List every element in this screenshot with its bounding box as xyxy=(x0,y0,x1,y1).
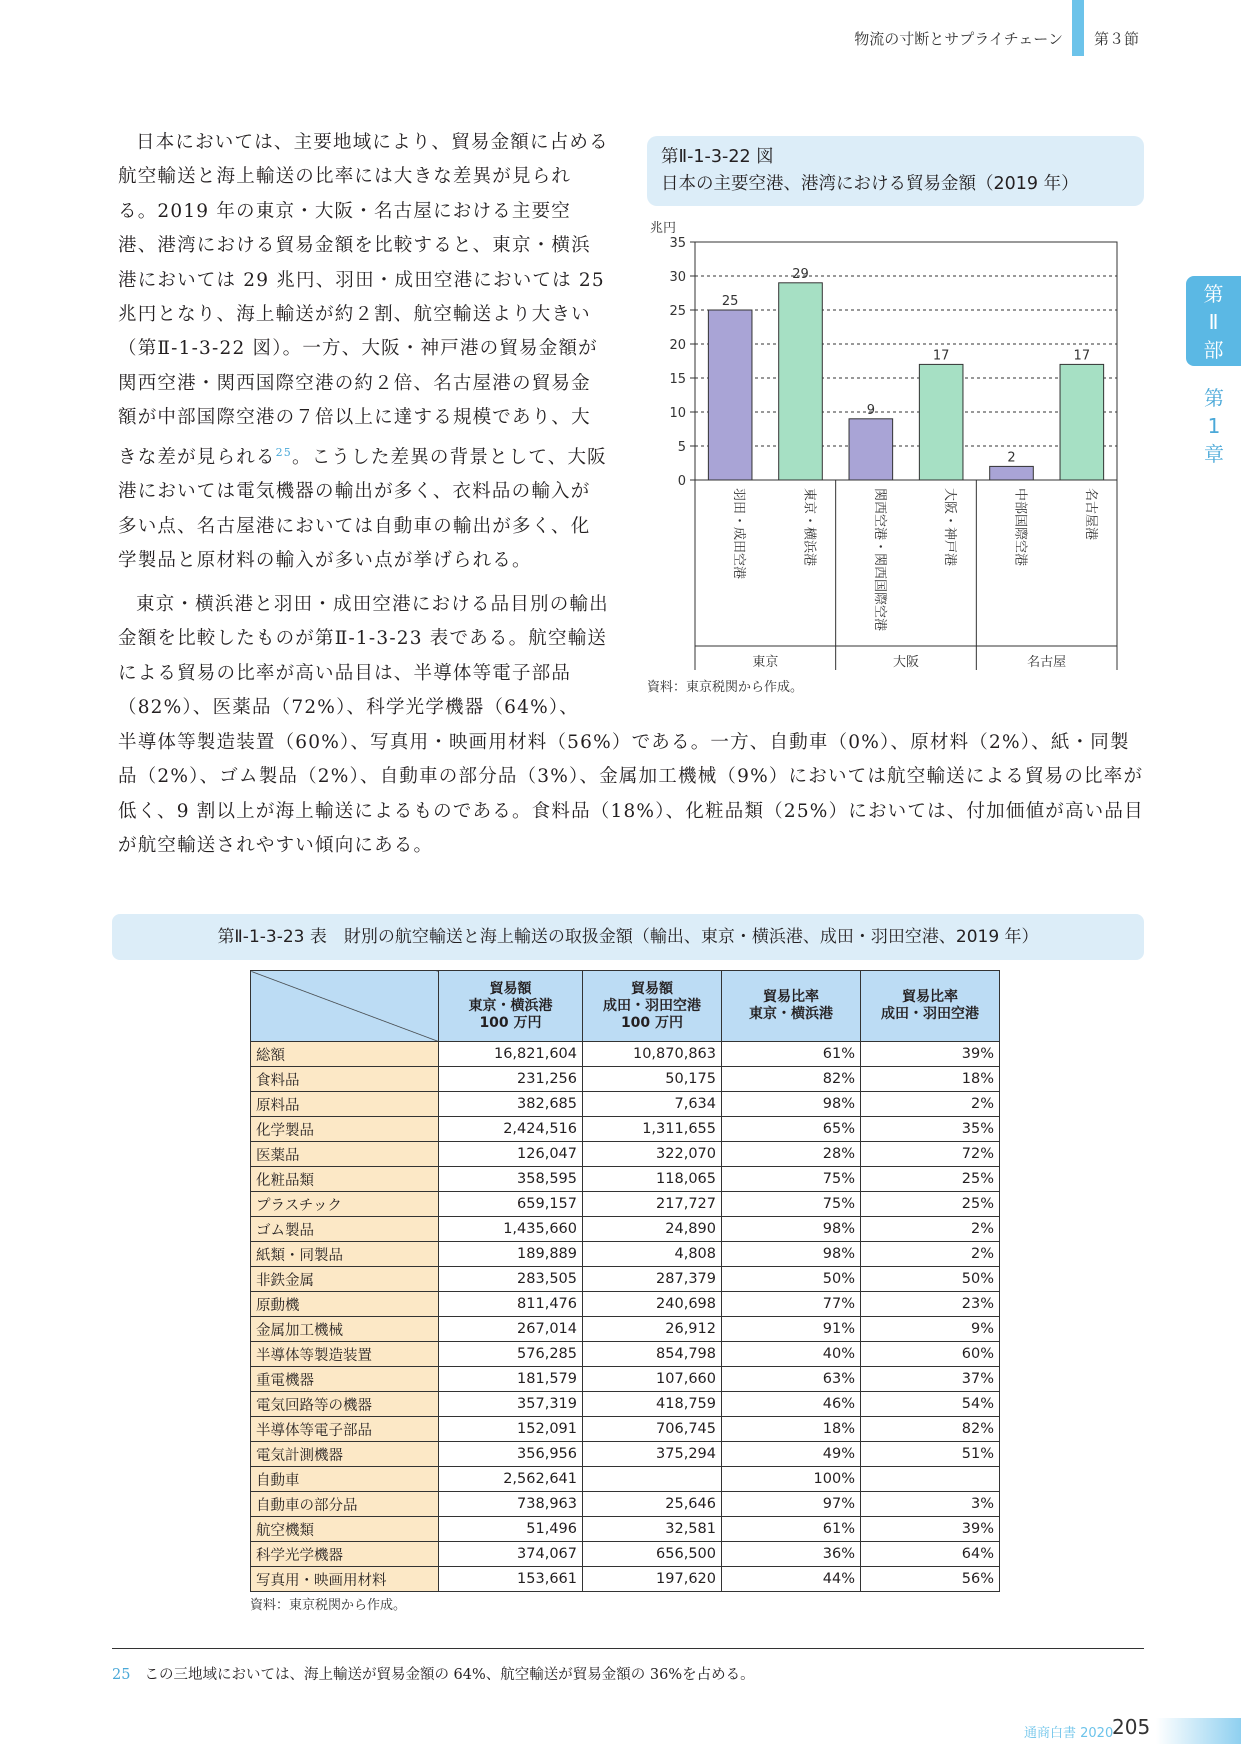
table-source: 資料：東京税関から作成。 xyxy=(250,1598,407,1613)
header-trade-ratio-narita xyxy=(861,971,1000,1042)
row-label-cell: 半導体等製造装置 xyxy=(251,1342,439,1367)
value-cell: 197,620 xyxy=(583,1567,722,1592)
value-cell: 51% xyxy=(861,1442,1000,1467)
row-label-cell: 原動機 xyxy=(251,1292,439,1317)
body-paragraph-3: 半導体等製造装置（60%）、写真用・映画用材料（56%）である。一方、自動車（0%）、原材料（2%）、紙・同製品（2%）、ゴム製品（2%）、自動車の部分品（3%）、金属加工機械（9%）においては航空輸送による貿易の比率が低く、9 割以上が海上輸送によるものである。食料品（18%）、化粧品類（25%）においては、付加価値が高い品目が航空輸送されやすい傾向にある。 xyxy=(118,732,1144,857)
row-label-cell: 総額 xyxy=(251,1042,439,1067)
value-cell: 811,476 xyxy=(439,1292,583,1317)
row-label-cell: プラスチック xyxy=(251,1192,439,1217)
value-cell: 283,505 xyxy=(439,1267,583,1292)
row-label-cell: 電気計測機器 xyxy=(251,1442,439,1467)
value-cell: 23% xyxy=(861,1292,1000,1317)
trade-table xyxy=(250,970,1000,1592)
footnote-rule xyxy=(112,1648,1144,1649)
value-cell: 72% xyxy=(861,1142,1000,1167)
plot-frame xyxy=(695,242,1117,480)
page-number: 205 xyxy=(1112,1715,1151,1739)
figure-source: 資料：東京税関から作成。 xyxy=(647,680,804,695)
value-cell: 91% xyxy=(722,1317,861,1342)
table-row xyxy=(251,1167,1000,1192)
row-label-cell: 原料品 xyxy=(251,1092,439,1117)
value-cell: 37% xyxy=(861,1367,1000,1392)
value-cell: 63% xyxy=(722,1367,861,1392)
header-line: 成田・羽田空港 xyxy=(603,997,701,1014)
table-row xyxy=(251,1142,1000,1167)
value-cell: 24,890 xyxy=(583,1217,722,1242)
value-cell: 40% xyxy=(722,1342,861,1367)
header-trade-ratio-tokyo xyxy=(722,971,861,1042)
table-row xyxy=(251,1117,1000,1142)
bar xyxy=(1060,364,1104,480)
y-tick-label: 10 xyxy=(669,406,686,421)
value-cell: 2% xyxy=(861,1092,1000,1117)
value-cell: 9% xyxy=(861,1317,1000,1342)
value-cell: 659,157 xyxy=(439,1192,583,1217)
value-cell: 44% xyxy=(722,1567,861,1592)
running-header-section: 物流の寸断とサプライチェーン xyxy=(854,30,1063,48)
value-cell: 356,956 xyxy=(439,1442,583,1467)
value-cell: 153,661 xyxy=(439,1567,583,1592)
value-cell: 7,634 xyxy=(583,1092,722,1117)
value-cell: 61% xyxy=(722,1517,861,1542)
header-line: 貿易額 xyxy=(489,980,532,997)
value-cell: 50% xyxy=(722,1267,861,1292)
row-label-cell: 写真用・映画用材料 xyxy=(251,1567,439,1592)
value-cell: 39% xyxy=(861,1517,1000,1542)
value-cell: 49% xyxy=(722,1442,861,1467)
table-row xyxy=(251,1392,1000,1417)
value-cell: 75% xyxy=(722,1192,861,1217)
value-cell: 50,175 xyxy=(583,1067,722,1092)
chapter-tab-line: 第 xyxy=(1204,386,1224,410)
header-accent-bar xyxy=(1072,0,1084,56)
value-cell: 77% xyxy=(722,1292,861,1317)
value-cell: 267,014 xyxy=(439,1317,583,1342)
value-cell xyxy=(861,1467,1000,1492)
body-paragraph-1 xyxy=(118,126,610,578)
figure-number: 第Ⅱ-1-3-22 図 xyxy=(661,147,774,167)
row-label-cell: 科学光学機器 xyxy=(251,1542,439,1567)
value-cell: 32,581 xyxy=(583,1517,722,1542)
table-row xyxy=(251,1242,1000,1267)
value-cell: 231,256 xyxy=(439,1067,583,1092)
value-cell: 418,759 xyxy=(583,1392,722,1417)
value-cell: 152,091 xyxy=(439,1417,583,1442)
bar xyxy=(990,466,1034,480)
running-header-chapter: 第３節 xyxy=(1094,30,1140,48)
value-cell: 189,889 xyxy=(439,1242,583,1267)
row-label-cell: 自動車 xyxy=(251,1467,439,1492)
table-header-row xyxy=(251,971,1000,1042)
value-cell: 25% xyxy=(861,1192,1000,1217)
header-line: 貿易額 xyxy=(631,980,673,997)
row-label-cell: 航空機類 xyxy=(251,1517,439,1542)
value-cell: 382,685 xyxy=(439,1092,583,1117)
value-cell: 656,500 xyxy=(583,1542,722,1567)
row-label-cell: 化学製品 xyxy=(251,1117,439,1142)
row-label-cell: 化粧品類 xyxy=(251,1167,439,1192)
body-paragraph-2: 東京・横浜港と羽田・成田空港における品目別の輸出金額を比較したものが第Ⅱ-1-3-23 表である。航空輸送による貿易の比率が高い品目は、半導体等電子部品（82%）、医薬品（72%）、科学光学機器（64%）、 xyxy=(118,594,609,719)
row-label-cell: 電気回路等の機器 xyxy=(251,1392,439,1417)
header-line: 東京・横浜港 xyxy=(468,997,553,1014)
table-row xyxy=(251,1267,1000,1292)
value-cell: 65% xyxy=(722,1117,861,1142)
value-cell: 50% xyxy=(861,1267,1000,1292)
value-cell: 51,496 xyxy=(439,1517,583,1542)
table-row xyxy=(251,1517,1000,1542)
chapter-tab-line: 章 xyxy=(1204,442,1224,466)
value-cell: 25,646 xyxy=(583,1492,722,1517)
value-cell: 46% xyxy=(722,1392,861,1417)
x-category-label: 東京・横浜港 xyxy=(801,488,817,567)
table-row xyxy=(251,1542,1000,1567)
x-category-label: 羽田・成田空港 xyxy=(731,488,747,580)
chapter-tab xyxy=(1190,384,1238,468)
header-line: 成田・羽田空港 xyxy=(881,1006,979,1022)
table-row xyxy=(251,1442,1000,1467)
footnote xyxy=(112,1663,755,1684)
para1-text-b: 。こうした差異の背景として、大阪港においては電気機器の輸出が多く、衣料品の輸入が多い点、名古屋港においては自動車の輸出が多く、化学製品と原材料の輸入が多い点が挙げられる。 xyxy=(118,446,607,572)
value-cell: 181,579 xyxy=(439,1367,583,1392)
value-cell: 97% xyxy=(722,1492,861,1517)
part-tab-line: 第 xyxy=(1203,282,1224,306)
row-label-cell: 紙類・同製品 xyxy=(251,1242,439,1267)
value-cell: 357,319 xyxy=(439,1392,583,1417)
part-tab-line: Ⅱ xyxy=(1208,310,1219,334)
header-line: 東京・横浜港 xyxy=(749,1006,833,1022)
publication-name: 通商白書 2020 xyxy=(1024,1726,1114,1741)
table-row xyxy=(251,1342,1000,1367)
header-trade-value-tokyo xyxy=(439,971,583,1042)
value-cell: 98% xyxy=(722,1092,861,1117)
bar-value-label: 29 xyxy=(792,266,809,282)
value-cell: 64% xyxy=(861,1542,1000,1567)
table-title: 第Ⅱ-1-3-23 表 財別の航空輸送と海上輸送の取扱金額（輸出、東京・横浜港、成田・羽田空港、2019 年） xyxy=(112,914,1144,960)
table-row xyxy=(251,1067,1000,1092)
header-line: 100 万円 xyxy=(479,1014,542,1031)
row-label-cell: 非鉄金属 xyxy=(251,1267,439,1292)
value-cell: 287,379 xyxy=(583,1267,722,1292)
value-cell: 738,963 xyxy=(439,1492,583,1517)
value-cell: 706,745 xyxy=(583,1417,722,1442)
bar-value-label: 17 xyxy=(932,348,950,364)
value-cell: 60% xyxy=(861,1342,1000,1367)
bar xyxy=(919,364,963,480)
value-cell: 358,595 xyxy=(439,1167,583,1192)
value-cell: 18% xyxy=(861,1067,1000,1092)
header-line: 100 万円 xyxy=(620,1014,684,1031)
value-cell: 82% xyxy=(722,1067,861,1092)
table-row xyxy=(251,1467,1000,1492)
y-tick-label: 5 xyxy=(677,440,686,455)
table-row xyxy=(251,1042,1000,1067)
value-cell: 2% xyxy=(861,1217,1000,1242)
value-cell: 576,285 xyxy=(439,1342,583,1367)
chapter-tab-line: 1 xyxy=(1207,414,1221,438)
header-trade-value-narita xyxy=(583,971,722,1042)
value-cell: 107,660 xyxy=(583,1367,722,1392)
value-cell: 375,294 xyxy=(583,1442,722,1467)
row-label-cell: 食料品 xyxy=(251,1067,439,1092)
value-cell: 25% xyxy=(861,1167,1000,1192)
value-cell: 217,727 xyxy=(583,1192,722,1217)
table-row xyxy=(251,1492,1000,1517)
value-cell: 82% xyxy=(861,1417,1000,1442)
x-category-label: 関西空港・関西国際空港 xyxy=(871,488,887,632)
value-cell: 3% xyxy=(861,1492,1000,1517)
value-cell: 4,808 xyxy=(583,1242,722,1267)
value-cell: 61% xyxy=(722,1042,861,1067)
row-label-cell: 半導体等電子部品 xyxy=(251,1417,439,1442)
bar-value-label: 25 xyxy=(721,294,739,309)
row-label-cell: 重電機器 xyxy=(251,1367,439,1392)
y-tick-label: 25 xyxy=(669,304,686,319)
bar xyxy=(849,419,893,480)
table-row xyxy=(251,1292,1000,1317)
value-cell: 854,798 xyxy=(583,1342,722,1367)
group-label: 大阪 xyxy=(892,655,920,670)
value-cell: 322,070 xyxy=(583,1142,722,1167)
value-cell: 2,562,641 xyxy=(439,1467,583,1492)
value-cell: 16,821,604 xyxy=(439,1042,583,1067)
value-cell: 56% xyxy=(861,1567,1000,1592)
table-row xyxy=(251,1092,1000,1117)
x-category-label: 中部国際空港 xyxy=(1012,488,1028,567)
bar xyxy=(708,310,752,480)
value-cell: 28% xyxy=(722,1142,861,1167)
footnote-text: この三地域においては、海上輸送が貿易金額の 64%、航空輸送が貿易金額の 36%を占める。 xyxy=(144,1667,755,1683)
bar-value-label: 9 xyxy=(866,402,875,418)
part-tab-line: 部 xyxy=(1203,338,1224,362)
value-cell: 18% xyxy=(722,1417,861,1442)
value-cell: 100% xyxy=(722,1467,861,1492)
group-label: 東京 xyxy=(752,655,779,670)
y-tick-label: 20 xyxy=(669,338,686,353)
value-cell: 118,065 xyxy=(583,1167,722,1192)
bar xyxy=(779,283,823,480)
value-cell: 374,067 xyxy=(439,1542,583,1567)
footnote-number: 25 xyxy=(112,1667,131,1683)
bar-chart xyxy=(640,218,1120,674)
table-row xyxy=(251,1367,1000,1392)
para1-text-a: 日本においては、主要地域により、貿易金額に占める航空輸送と海上輸送の比率には大きな差異が見られる。2019 年の東京・大阪・名古屋における主要空港、港湾における貿易金額を比較すると、東京・横浜港においては 29 兆円、羽田・成田空港においては 25 兆円となり、海上輸送が約２割、航空輸送より大きい（第Ⅱ-1-3-22 図）。一方、大阪・神戸港の貿易金額が関西空港・関西国際空港の約２倍、名古屋港の貿易金額が中部国際空港の７倍以上に達する規模であり、大きな差が見られる xyxy=(118,132,609,468)
x-category-label: 名古屋港 xyxy=(1082,488,1098,541)
row-label-cell: 自動車の部分品 xyxy=(251,1492,439,1517)
y-axis-unit: 兆円 xyxy=(650,221,677,236)
value-cell xyxy=(583,1467,722,1492)
value-cell: 54% xyxy=(861,1392,1000,1417)
value-cell: 39% xyxy=(861,1042,1000,1067)
value-cell: 98% xyxy=(722,1242,861,1267)
figure-title: 日本の主要空港、港湾における貿易金額（2019 年） xyxy=(661,174,1079,194)
value-cell: 98% xyxy=(722,1217,861,1242)
value-cell: 1,435,660 xyxy=(439,1217,583,1242)
value-cell: 240,698 xyxy=(583,1292,722,1317)
table-body xyxy=(251,1042,1000,1592)
figure-title-box xyxy=(647,136,1144,206)
part-tab xyxy=(1186,276,1241,366)
table-row xyxy=(251,1192,1000,1217)
y-tick-label: 15 xyxy=(669,372,686,387)
value-cell: 2,424,516 xyxy=(439,1117,583,1142)
bar-value-label: 17 xyxy=(1073,348,1091,364)
footer-accent-bar xyxy=(1156,1718,1241,1744)
table-row xyxy=(251,1567,1000,1592)
table-row xyxy=(251,1317,1000,1342)
row-label-cell: 医薬品 xyxy=(251,1142,439,1167)
footnote-reference[interactable]: 25 xyxy=(275,445,293,459)
table-row xyxy=(251,1417,1000,1442)
value-cell: 2% xyxy=(861,1242,1000,1267)
value-cell: 35% xyxy=(861,1117,1000,1142)
value-cell: 36% xyxy=(722,1542,861,1567)
table-row xyxy=(251,1217,1000,1242)
x-category-label: 大阪・神戸港 xyxy=(942,488,958,567)
y-tick-label: 30 xyxy=(669,270,686,285)
y-tick-label: 0 xyxy=(677,474,686,489)
group-label: 名古屋 xyxy=(1027,655,1067,670)
value-cell: 1,311,655 xyxy=(583,1117,722,1142)
header-line: 貿易比率 xyxy=(902,989,958,1005)
value-cell: 75% xyxy=(722,1167,861,1192)
row-label-cell: ゴム製品 xyxy=(251,1217,439,1242)
bar-value-label: 2 xyxy=(1007,450,1016,466)
value-cell: 26,912 xyxy=(583,1317,722,1342)
row-label-cell: 金属加工機械 xyxy=(251,1317,439,1342)
y-tick-label: 35 xyxy=(669,236,686,251)
header-line: 貿易比率 xyxy=(763,989,819,1005)
value-cell: 10,870,863 xyxy=(583,1042,722,1067)
table-corner-cell xyxy=(251,971,439,1042)
value-cell: 126,047 xyxy=(439,1142,583,1167)
